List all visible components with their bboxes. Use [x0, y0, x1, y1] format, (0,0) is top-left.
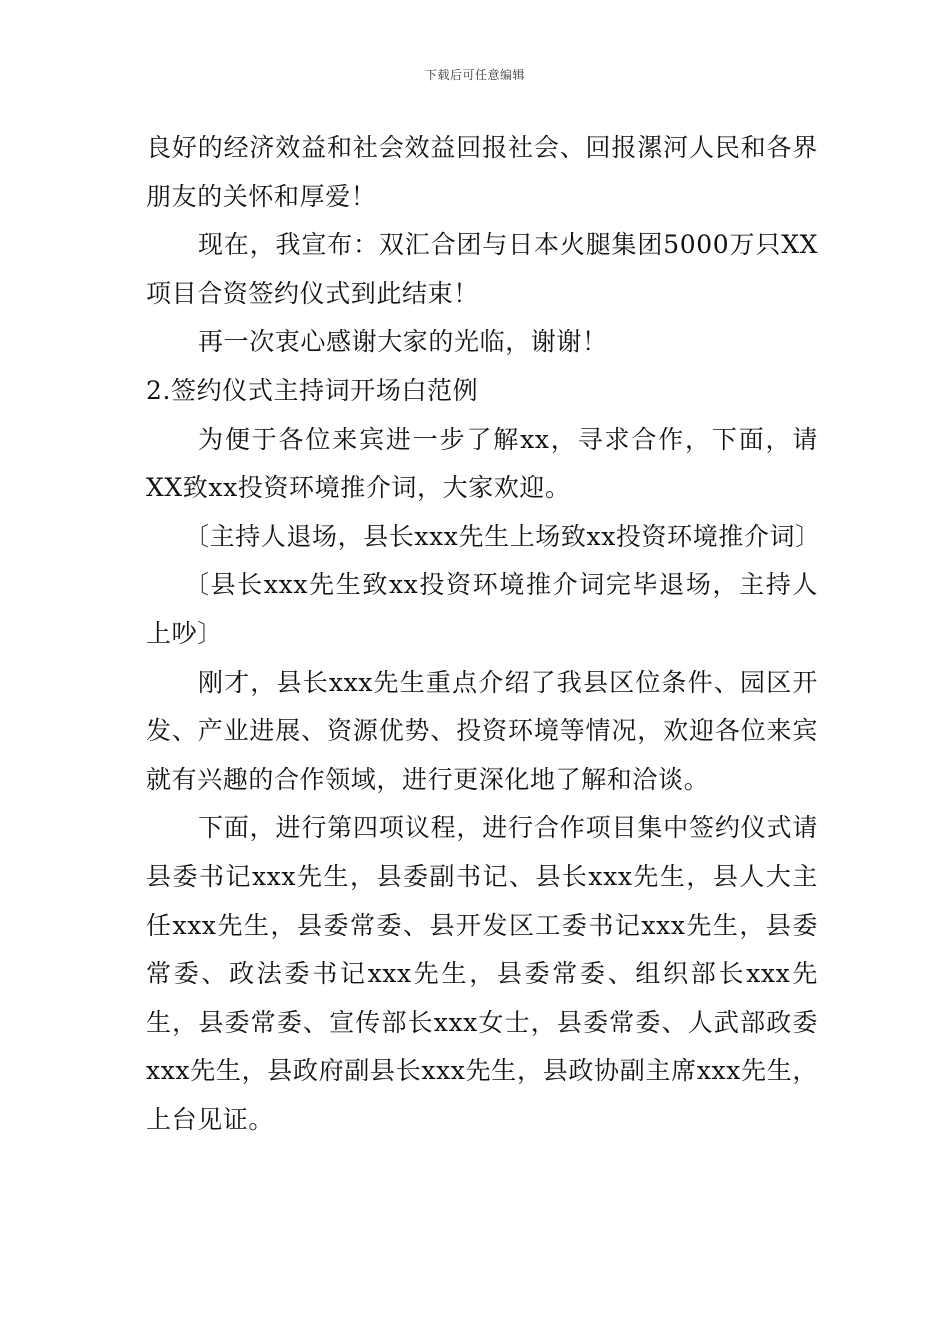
paragraph-continuation: 良好的经济效益和社会效益回报社会、回报漯河人民和各界朋友的关怀和厚爱！ — [146, 133, 818, 211]
paragraph-agenda: 下面，进行第四项议程，进行合作项目集中签约仪式请县委书记xxx先生，县委副书记、县长xxx先生，县人大主任xxx先生，县委常委、县开发区工委书记xxx先生，县委常委、政法委书记xxx先生，县委常委、组织部长xxx先生，县委常委、宣传部长xxx女士，县委常委、人武部政委xxx先生，县政府副县长xxx先生，县政协副主席xxx先生，上台见证。 — [146, 813, 818, 1134]
paragraph-intro: 为便于各位来宾进一步了解xx，寻求合作，下面，请XX致xx投资环境推介词，大家欢迎。 — [146, 424, 818, 503]
paragraph-summary: 刚才，县长xxx先生重点介绍了我县区位条件、园区开发、产业进展、资源优势、投资环境等情况，欢迎各位来宾就有兴趣的合作领域，进行更深化地了解和洽谈。 — [146, 667, 818, 794]
header-note: 下载后可任意编辑 — [424, 68, 525, 82]
paragraph-stage-direction-1: 〔主持人退场，县长xxx先生上场致xx投资环境推介词〕 — [184, 521, 821, 551]
paragraph-stage-direction-2: 〔县长xxx先生致xx投资环境推介词完毕退场，主持人上吵〕 — [146, 570, 818, 648]
document-body — [146, 124, 821, 1144]
paragraph-announcement: 现在，我宣布：双汇合团与日本火腿集团5000万只XX项目合资签约仪式到此结束！ — [146, 230, 818, 308]
section-heading: 2.签约仪式主持词开场白范例 — [146, 375, 479, 405]
paragraph-thanks: 再一次衷心感谢大家的光临，谢谢！ — [198, 327, 608, 357]
